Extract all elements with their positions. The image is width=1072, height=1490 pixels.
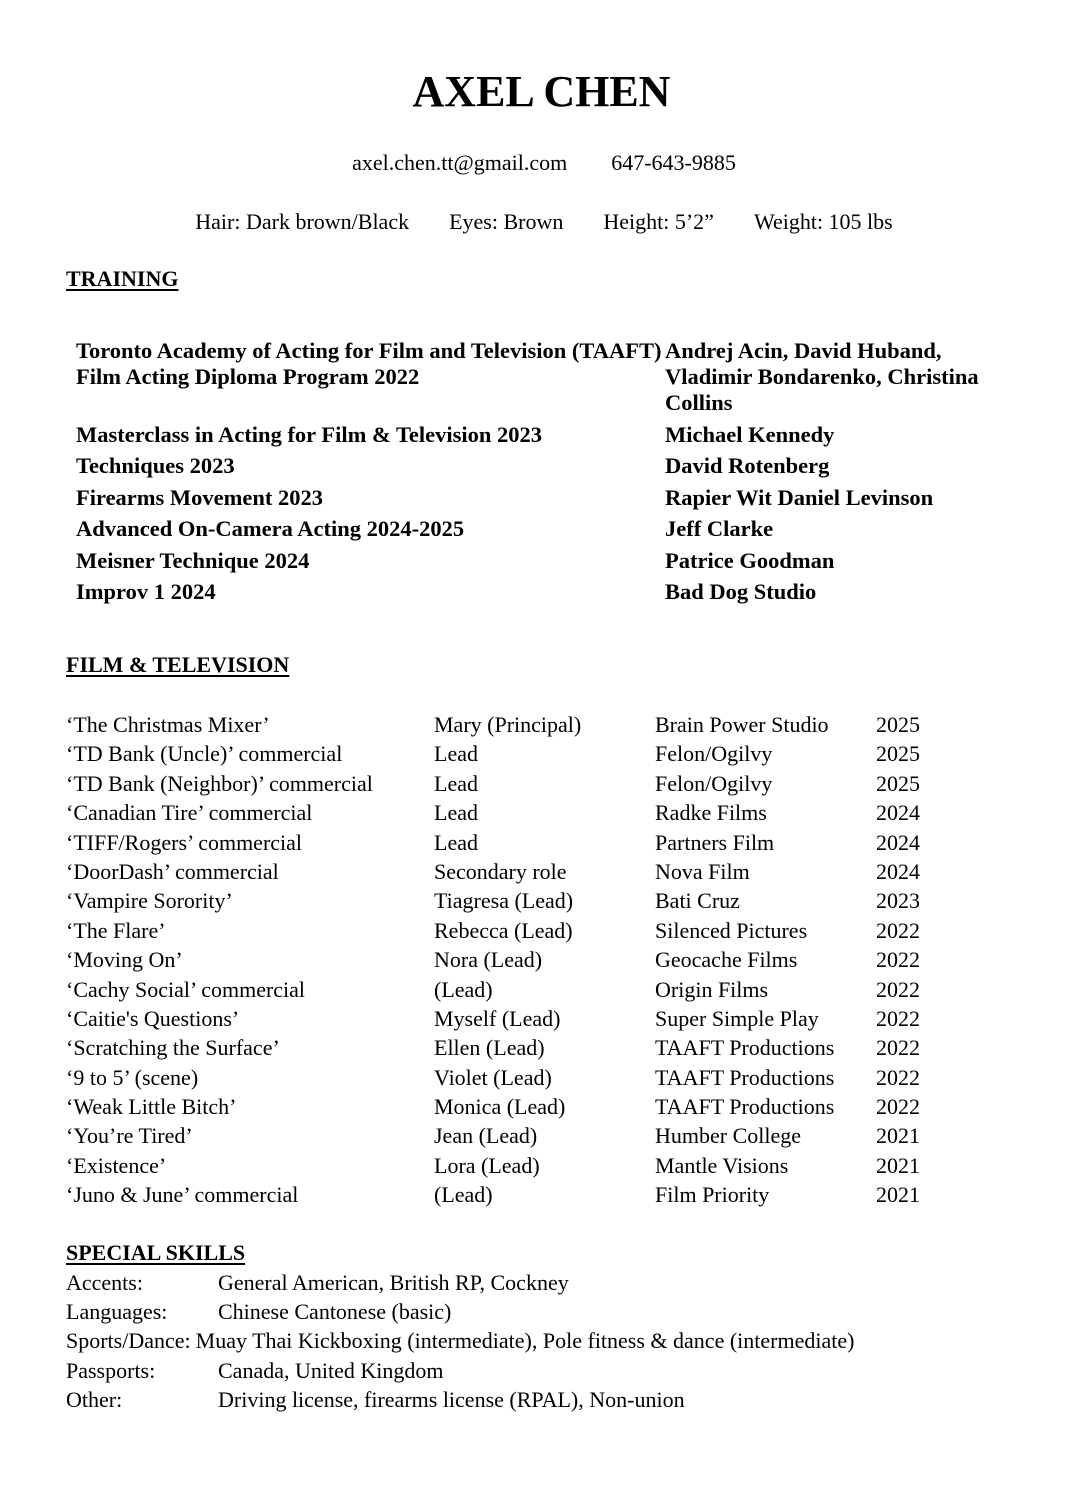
credit-production: Geocache Films: [655, 947, 798, 973]
training-course: Masterclass in Acting for Film & Television 2023: [76, 421, 543, 447]
credit-role: (Lead): [434, 976, 493, 1002]
credit-role: Ellen (Lead): [434, 1035, 545, 1061]
credit-role: Violet (Lead): [434, 1064, 552, 1090]
credit-year: 2025: [876, 741, 920, 767]
training-row: [76, 422, 1036, 448]
credit-row: [66, 798, 966, 827]
credit-year: 2023: [876, 888, 920, 914]
credit-title: ‘The Christmas Mixer’: [66, 712, 270, 737]
credit-role: Secondary role: [434, 858, 567, 884]
credit-year: 2024: [876, 829, 920, 855]
credit-title: ‘Weak Little Bitch’: [66, 1094, 237, 1120]
training-teacher: Jeff Clarke: [665, 516, 774, 541]
credit-title: ‘Scratching the Surface’: [66, 1035, 280, 1061]
credit-production: Humber College: [655, 1123, 802, 1149]
skill-label: Other:: [66, 1386, 123, 1412]
credit-role: Lora (Lead): [434, 1152, 540, 1178]
credit-year: 2022: [876, 1094, 920, 1120]
credit-title: ‘9 to 5’ (scene): [66, 1064, 199, 1090]
credit-row: [66, 1121, 966, 1150]
credit-role: Jean (Lead): [434, 1123, 538, 1149]
physical-stats: [0, 209, 1072, 235]
training-teacher: David Rotenberg: [665, 453, 830, 478]
training-row: [76, 579, 1036, 605]
credit-row: [66, 975, 966, 1004]
credit-role: Monica (Lead): [434, 1094, 566, 1120]
credit-production: Bati Cruz: [655, 888, 740, 914]
credit-year: 2025: [876, 770, 920, 796]
credit-row: [66, 710, 966, 739]
weight-stat: Weight: 105 lbs: [753, 209, 893, 234]
credit-row: [66, 1063, 966, 1092]
credit-title: ‘DoorDash’ commercial: [66, 858, 279, 884]
training-row: [76, 453, 1036, 479]
training-teacher: Rapier Wit Daniel Levinson: [665, 484, 934, 510]
contact-line: [0, 150, 1072, 176]
credit-role: Tiagresa (Lead): [434, 888, 574, 914]
credit-title: ‘Cachy Social’ commercial: [66, 976, 306, 1002]
training-row: [76, 485, 1036, 511]
training-teacher: Patrice Goodman: [665, 547, 835, 573]
skill-label: Accents:: [66, 1270, 143, 1295]
skill-value: Driving license, firearms license (RPAL), Non-union: [218, 1386, 685, 1412]
credit-title: ‘Existence’: [66, 1152, 167, 1178]
credit-production: Film Priority: [655, 1182, 770, 1208]
training-list: [76, 338, 1036, 611]
skill-value: Chinese Cantonese (basic): [218, 1299, 452, 1325]
credit-title: ‘TIFF/Rogers’ commercial: [66, 829, 303, 855]
film-heading: FILM & TELEVISION: [66, 652, 290, 677]
credit-year: 2021: [876, 1123, 920, 1149]
credit-role: Nora (Lead): [434, 947, 543, 973]
credit-row: [66, 1180, 966, 1209]
credit-year: 2024: [876, 800, 920, 826]
credit-title: ‘The Flare’: [66, 917, 166, 943]
credit-role: Mary (Principal): [434, 712, 582, 737]
training-row: [76, 338, 1036, 416]
credit-row: [66, 886, 966, 915]
credit-title: ‘TD Bank (Uncle)’ commercial: [66, 741, 343, 767]
credit-production: Silenced Pictures: [655, 917, 808, 943]
credit-production: TAAFT Productions: [655, 1064, 835, 1090]
training-teacher: Andrej Acin, David Huband, Vladimir Bondarenko, Christina Collins: [665, 338, 979, 415]
credit-row: [66, 769, 966, 798]
credit-row: [66, 739, 966, 768]
credit-production: TAAFT Productions: [655, 1094, 835, 1120]
credit-role: Rebecca (Lead): [434, 917, 573, 943]
credit-role: (Lead): [434, 1182, 493, 1208]
credit-title: ‘Canadian Tire’ commercial: [66, 800, 313, 826]
credit-production: Felon/Ogilvy: [655, 741, 773, 767]
skill-value: General American, British RP, Cockney: [218, 1270, 569, 1295]
credit-title: ‘Caitie's Questions’: [66, 1005, 240, 1031]
eyes-stat: Eyes: Brown: [449, 209, 564, 234]
skill-label: Passports:: [66, 1357, 156, 1383]
credit-role: Lead: [434, 741, 478, 767]
credit-row: [66, 828, 966, 857]
credit-production: Brain Power Studio: [655, 712, 829, 737]
height-stat: Height: 5’2”: [603, 209, 714, 234]
skill-row: [66, 1268, 1026, 1297]
credit-role: Lead: [434, 800, 478, 826]
credit-title: ‘Moving On’: [66, 947, 183, 973]
skill-row: [66, 1385, 1026, 1414]
training-course: Firearms Movement 2023: [76, 484, 324, 510]
credit-year: 2022: [876, 976, 920, 1002]
credit-row: [66, 857, 966, 886]
credit-production: Partners Film: [655, 829, 775, 855]
skill-row: [66, 1297, 1026, 1326]
credit-year: 2024: [876, 858, 920, 884]
credit-role: Lead: [434, 770, 478, 796]
training-course: Techniques 2023: [76, 453, 235, 478]
credit-row: [66, 1033, 966, 1062]
training-teacher: Michael Kennedy: [665, 421, 835, 447]
credit-role: Myself (Lead): [434, 1005, 561, 1031]
credit-year: 2025: [876, 712, 920, 737]
skill-value: Canada, United Kingdom: [218, 1357, 444, 1383]
credit-title: ‘TD Bank (Neighbor)’ commercial: [66, 770, 373, 796]
credit-title: ‘Vampire Sorority’: [66, 888, 233, 914]
actor-name: AXEL CHEN: [412, 67, 671, 116]
credit-title: ‘Juno & June’ commercial: [66, 1182, 299, 1208]
credit-row: [66, 916, 966, 945]
credit-production: Radke Films: [655, 800, 767, 826]
film-credits-table: [66, 710, 966, 1210]
credit-production: Felon/Ogilvy: [655, 770, 773, 796]
credit-title: ‘You’re Tired’: [66, 1123, 193, 1149]
credit-year: 2021: [876, 1152, 920, 1178]
training-row: [76, 516, 1036, 542]
credit-row: [66, 1092, 966, 1121]
training-heading: TRAINING: [66, 266, 179, 291]
skill-label: Languages:: [66, 1299, 168, 1325]
credit-production: Super Simple Play: [655, 1005, 819, 1031]
training-course: Improv 1 2024: [76, 579, 216, 604]
training-course: Toronto Academy of Acting for Film and Television (TAAFT) Film Acting Diploma Program 2022: [76, 338, 662, 389]
skill-row: [66, 1356, 1026, 1385]
credit-year: 2022: [876, 917, 920, 943]
training-row: [76, 548, 1036, 574]
credit-production: Origin Films: [655, 976, 769, 1002]
skills-heading: SPECIAL SKILLS: [66, 1240, 246, 1265]
phone-text: 647-643-9885: [611, 150, 736, 175]
credit-year: 2022: [876, 1005, 920, 1031]
hair-stat: Hair: Dark brown/Black: [195, 209, 410, 234]
credit-production: Nova Film: [655, 858, 750, 884]
training-course: Advanced On-Camera Acting 2024-2025: [76, 516, 465, 541]
credit-row: [66, 945, 966, 974]
email-text: axel.chen.tt@gmail.com: [352, 150, 568, 175]
credit-production: TAAFT Productions: [655, 1035, 835, 1061]
skill-label: Sports/Dance:: [66, 1328, 191, 1354]
credit-role: Lead: [434, 829, 478, 855]
credit-year: 2022: [876, 1035, 920, 1061]
credit-row: [66, 1151, 966, 1180]
credit-year: 2022: [876, 1064, 920, 1090]
skill-value: Muay Thai Kickboxing (intermediate), Pole fitness & dance (intermediate): [195, 1328, 855, 1354]
skill-row: [66, 1326, 1026, 1355]
credit-row: [66, 1004, 966, 1033]
credit-year: 2022: [876, 947, 920, 973]
credit-year: 2021: [876, 1182, 920, 1208]
credit-production: Mantle Visions: [655, 1152, 789, 1178]
training-course: Meisner Technique 2024: [76, 547, 310, 573]
training-teacher: Bad Dog Studio: [665, 579, 817, 604]
skills-list: [66, 1268, 1026, 1414]
